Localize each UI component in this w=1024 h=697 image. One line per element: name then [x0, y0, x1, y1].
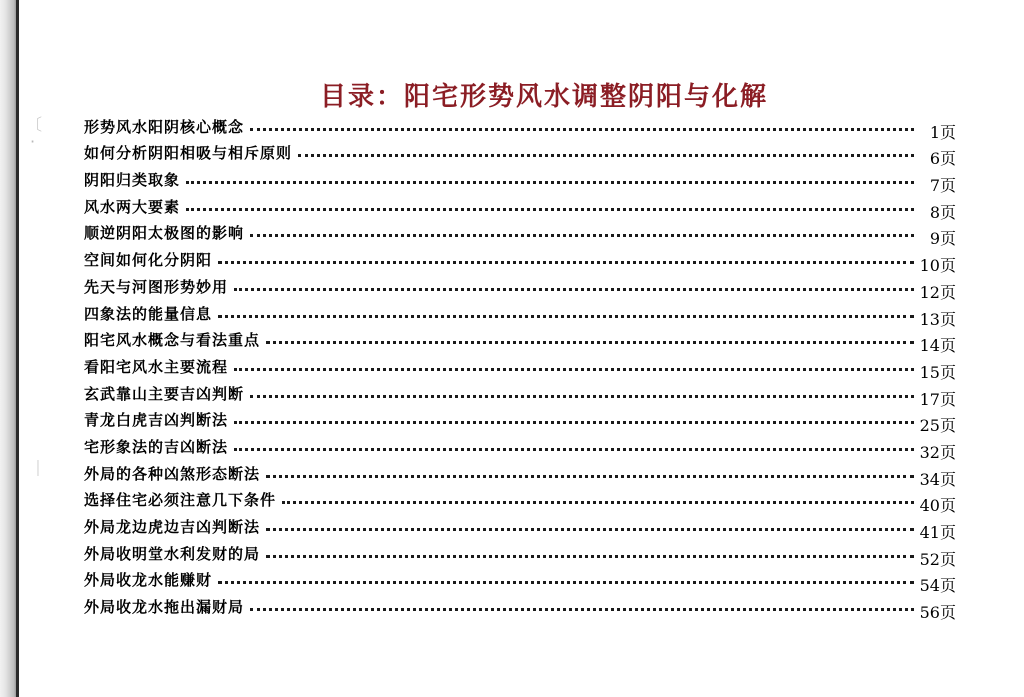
dot-leader [186, 181, 914, 184]
dot-leader [218, 261, 914, 264]
toc-entry-page: 13页 [919, 309, 956, 329]
toc-entry[interactable] [84, 510, 956, 542]
dot-leader [266, 528, 914, 531]
toc-title: 目录：阳宅形势风水调整阴阳与化解 [320, 82, 769, 112]
toc-entry-page: 9页 [929, 229, 956, 249]
toc-entry[interactable] [84, 324, 956, 356]
toc-entry[interactable] [84, 217, 956, 249]
dot-leader [250, 395, 914, 398]
dot-leader [266, 555, 914, 558]
toc-entry-page: 52页 [919, 549, 956, 569]
dot-leader [250, 608, 914, 611]
toc-entry-page: 32页 [919, 442, 956, 462]
toc-entry-page: 54页 [919, 576, 956, 596]
scan-mark: 〔 [26, 115, 43, 134]
page-binding-edge [0, 0, 16, 697]
toc-entry-label: 先天与河图形势妙用 [84, 277, 229, 296]
toc-entry[interactable] [84, 350, 956, 382]
toc-entry-label: 如何分析阴阳相吸与相斥原则 [84, 144, 293, 163]
toc-entry-label: 选择住宅必须注意几下条件 [84, 491, 277, 510]
toc-entry[interactable] [84, 297, 956, 329]
dot-leader [250, 128, 914, 131]
toc-entry-page: 17页 [919, 389, 956, 409]
dot-leader [234, 288, 914, 291]
toc-entry[interactable] [84, 484, 956, 516]
toc-entry-label: 外局收龙水拖出漏财局 [84, 598, 245, 617]
dot-leader [282, 501, 914, 504]
toc-entry[interactable] [84, 457, 956, 489]
toc-entry[interactable] [84, 270, 956, 302]
toc-entry-label: 阳宅风水概念与看法重点 [84, 331, 261, 350]
toc-entry[interactable] [84, 564, 956, 596]
toc-entry-page: 12页 [919, 282, 956, 302]
dot-leader [266, 475, 914, 478]
toc-entry-page: 8页 [929, 202, 956, 222]
dot-leader [218, 581, 914, 584]
toc-entry-label: 看阳宅风水主要流程 [84, 357, 229, 376]
toc-entry-page: 56页 [919, 603, 956, 623]
toc-entry[interactable] [84, 377, 956, 409]
toc-entry-label: 外局收明堂水利发财的局 [84, 544, 261, 563]
toc-entry-label: 四象法的能量信息 [84, 304, 213, 323]
toc-entry-page: 41页 [919, 523, 956, 542]
toc-entry[interactable] [84, 163, 956, 196]
toc-entry-label: 外局龙边虎边吉凶判断法 [84, 518, 261, 536]
toc-entry-page: 14页 [919, 336, 956, 356]
scan-mark: ｜ [30, 459, 47, 478]
dot-leader [186, 208, 914, 211]
toc-entry[interactable] [84, 137, 956, 169]
dot-leader [298, 154, 914, 157]
toc-entry[interactable] [84, 537, 956, 569]
toc-entry-label: 阴阳归类取象 [84, 171, 181, 190]
binding-line [16, 0, 19, 697]
toc-entry-label: 青龙白虎吉凶判断法 [84, 411, 229, 430]
dot-leader [234, 368, 914, 371]
scan-mark: · [30, 132, 36, 151]
toc-entry[interactable] [84, 430, 956, 462]
dot-leader [234, 448, 914, 451]
toc-entry[interactable] [84, 590, 956, 623]
toc-entry-label: 外局的各种凶煞形态断法 [84, 464, 261, 483]
toc-entry-label: 外局收龙水能赚财 [84, 571, 213, 590]
toc-entry-page: 10页 [919, 256, 956, 276]
table-of-contents [84, 110, 956, 623]
toc-entry-page: 34页 [919, 469, 956, 489]
toc-entry[interactable] [84, 190, 956, 222]
toc-entry-label: 宅形象法的吉凶断法 [84, 437, 229, 456]
toc-entry-label: 顺逆阴阳太极图的影响 [84, 224, 245, 243]
toc-entry-label: 玄武靠山主要吉凶判断 [84, 384, 245, 403]
dot-leader [234, 421, 914, 424]
toc-entry[interactable] [84, 404, 956, 436]
toc-entry-page: 6页 [929, 149, 956, 169]
toc-entry-page: 15页 [919, 362, 956, 382]
toc-entry[interactable] [84, 243, 956, 276]
toc-entry-page: 40页 [919, 496, 956, 516]
dot-leader [266, 341, 914, 344]
toc-entry-page: 7页 [929, 176, 956, 196]
toc-entry[interactable] [84, 110, 956, 142]
toc-entry-page: 25页 [919, 416, 956, 436]
toc-entry-label: 空间如何化分阴阳 [84, 251, 213, 270]
dot-leader [250, 234, 914, 237]
toc-entry-label: 形势风水阳阴核心概念 [84, 117, 245, 136]
toc-entry-page: 1页 [929, 122, 956, 142]
dot-leader [218, 315, 914, 318]
toc-entry-label: 风水两大要素 [84, 197, 181, 216]
